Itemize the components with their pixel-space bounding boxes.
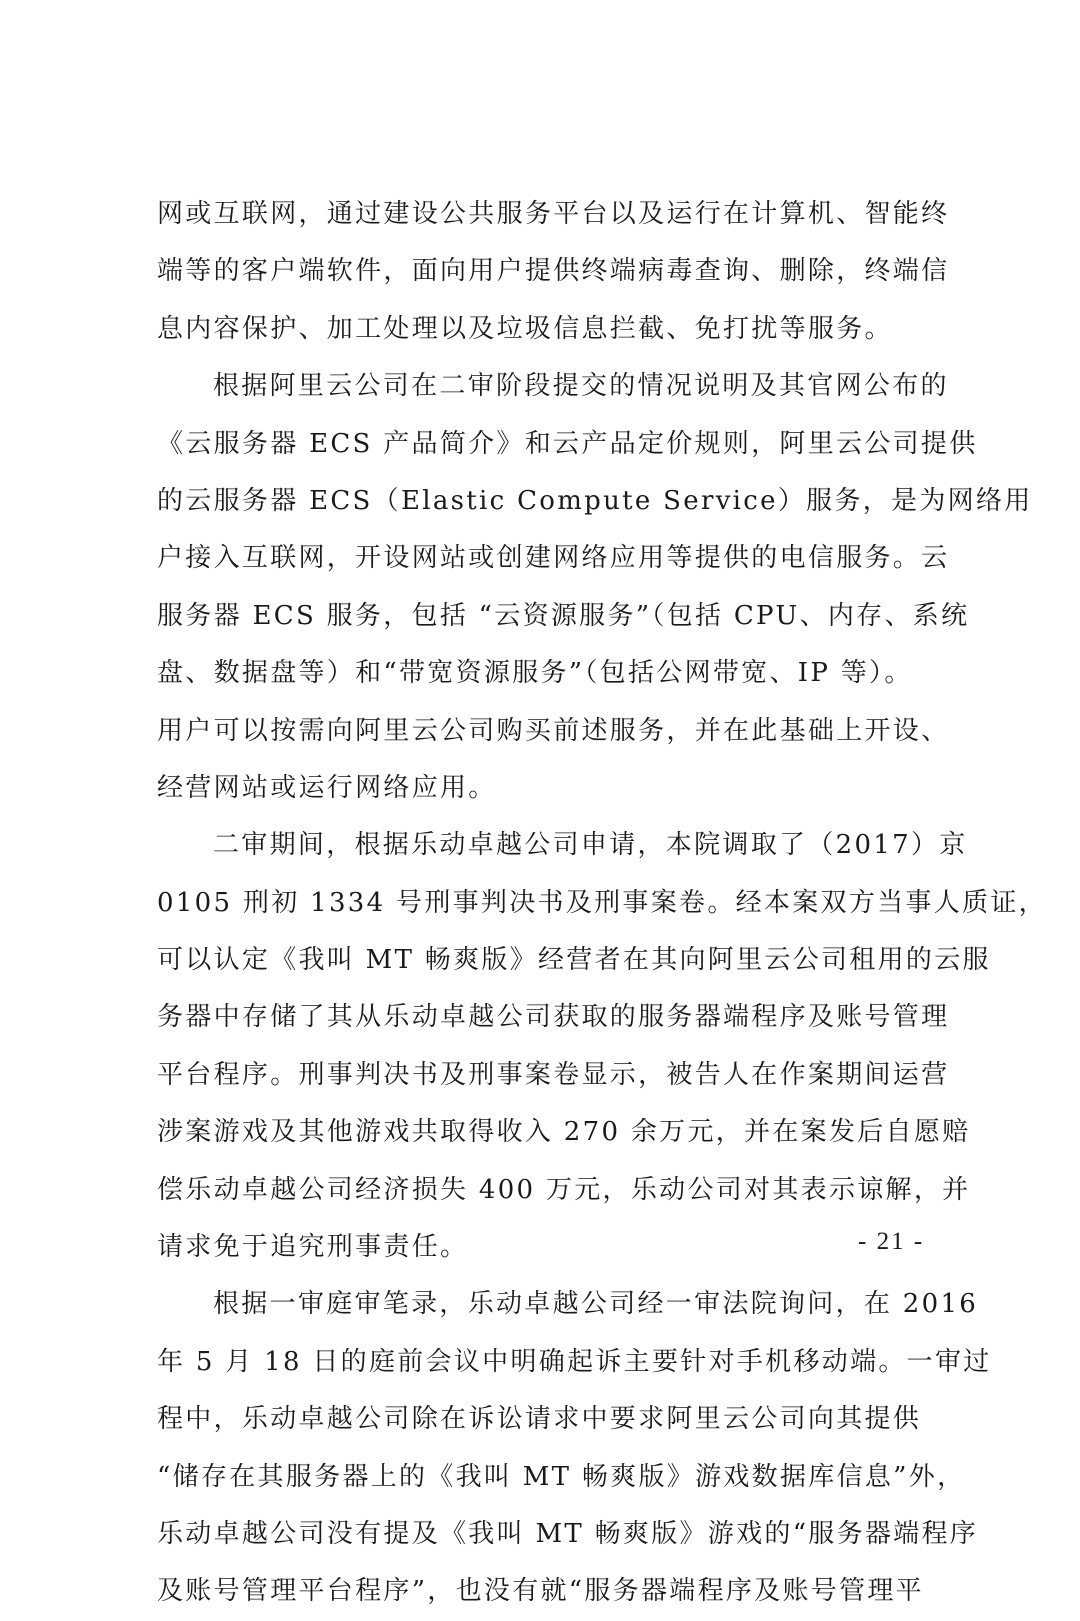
text-line: 二审期间，根据乐动卓越公司申请，本院调取了（2017）京: [213, 830, 968, 861]
text-line: “储存在其服务器上的《我叫 MT 畅爽版》游戏数据库信息”外，: [157, 1461, 966, 1492]
paragraph: [157, 817, 1047, 1276]
text-line: 用户可以按需向阿里云公司购买前述服务，并在此基础上开设、: [157, 715, 950, 746]
paragraph: [157, 1276, 992, 1620]
text-line: 盘、数据盘等）和“带宽资源服务”（包括公网带宽、IP 等）。: [157, 658, 913, 689]
text-line: 年 5 月 18 日的庭前会议中明确起诉主要针对手机移动端。一审过: [157, 1346, 992, 1377]
text-line: 端等的客户端软件，面向用户提供终端病毒查询、删除，终端信: [157, 256, 950, 287]
paragraph: [157, 358, 1033, 817]
text-line: 涉案游戏及其他游戏共取得收入 270 余万元，并在案发后自愿赔: [157, 1117, 971, 1148]
text-line: 平台程序。刑事判决书及刑事案卷显示，被告人在作案期间运营: [157, 1059, 950, 1090]
text-line: 乐动卓越公司没有提及《我叫 MT 畅爽版》游戏的“服务器端程序: [157, 1518, 979, 1549]
paragraph: [157, 186, 977, 358]
text-line: 请求免于追究刑事责任。: [157, 1232, 469, 1263]
text-line: 偿乐动卓越公司经济损失 400 万元，乐动公司对其表示谅解，并: [157, 1174, 971, 1205]
text-line: 可以认定《我叫 MT 畅爽版》经营者在其向阿里云公司租用的云服: [157, 945, 991, 976]
page-number: - 21 -: [858, 1228, 925, 1255]
text-line: 的云服务器 ECS（Elastic Compute Service）服务，是为网络用: [157, 485, 1033, 516]
text-line: 务器中存储了其从乐动卓越公司获取的服务器端程序及账号管理: [157, 1002, 950, 1033]
text-line: 0105 刑初 1334 号刑事判决书及刑事案卷。经本案双方当事人质证，: [157, 887, 1047, 918]
text-line: 根据一审庭审笔录，乐动卓越公司经一审法院询问，在 2016: [213, 1289, 979, 1320]
text-line: 经营网站或运行网络应用。: [157, 772, 497, 803]
text-line: 根据阿里云公司在二审阶段提交的情况说明及其官网公布的: [213, 371, 949, 402]
text-line: 网或互联网，通过建设公共服务平台以及运行在计算机、智能终: [157, 199, 950, 229]
text-line: 户接入互联网，开设网站或创建网络应用等提供的电信服务。云: [157, 543, 950, 574]
text-line: 及账号管理平台程序”，也没有就“服务器端程序及账号管理平: [157, 1576, 924, 1607]
text-line: 程中，乐动卓越公司除在诉讼请求中要求阿里云公司向其提供: [157, 1404, 922, 1435]
body-text: [157, 186, 1047, 1621]
text-line: 《云服务器 ECS 产品简介》和云产品定价规则，阿里云公司提供: [157, 428, 978, 459]
text-line: 服务器 ECS 服务，包括 “云资源服务”（包括 CPU、内存、系统: [157, 600, 970, 631]
text-line: 息内容保护、加工处理以及垃圾信息拦截、免打扰等服务。: [157, 313, 893, 344]
